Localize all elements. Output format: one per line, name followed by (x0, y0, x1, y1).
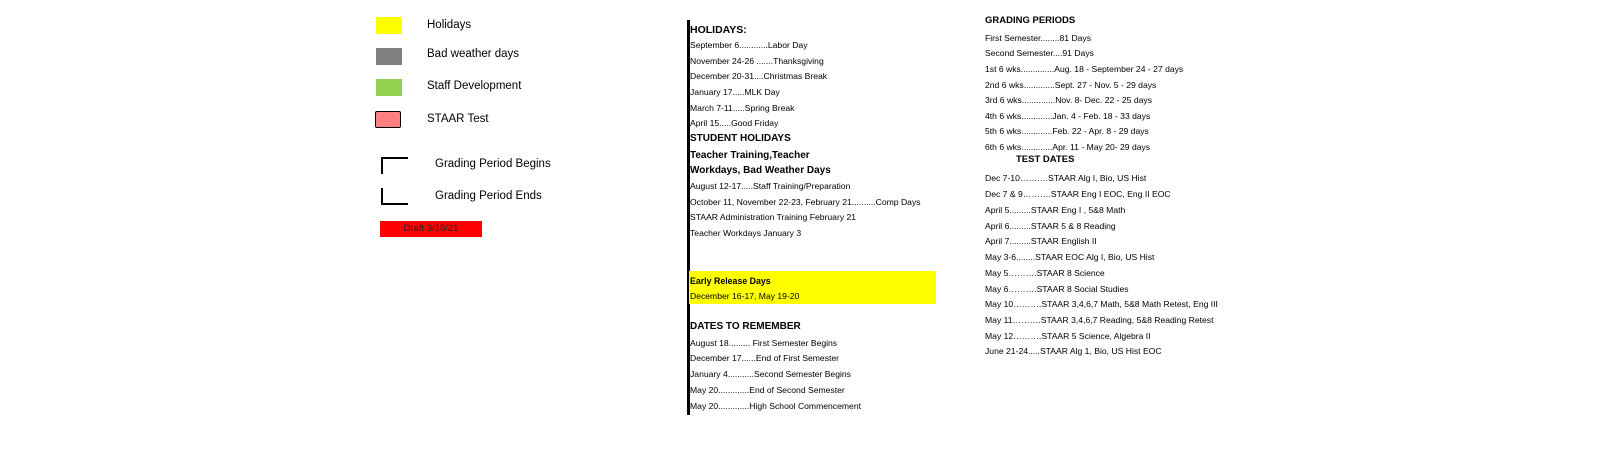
test-line: May 10……….STAAR 3,4,6,7 Math, 5&8 Math Retest, Eng III (985, 299, 1218, 309)
test-line: April 6.........STAAR 5 & 8 Reading (985, 221, 1116, 231)
grading-ends-bracket-icon (381, 188, 408, 205)
test-line: May 3-6........STAAR EOC Alg I, Bio, US Hist (985, 252, 1155, 262)
holiday-line: September 6............Labor Day (690, 40, 808, 50)
teacher-training-title-2: Workdays, Bad Weather Days (690, 165, 831, 176)
date-line: August 18......... First Semester Begins (690, 338, 838, 348)
holiday-line: April 15.....Good Friday (690, 118, 779, 128)
holidays-title: HOLIDAYS: (690, 24, 747, 36)
grading-line: 5th 6 wks.............Feb. 22 - Apr. 8 - 29 days (985, 126, 1149, 136)
holidays-swatch (376, 17, 402, 34)
date-line: May 20.............End of Second Semester (690, 385, 845, 395)
grading-line: 2nd 6 wks.............Sept. 27 - Nov. 5 - 29 days (985, 80, 1157, 90)
bad-weather-legend-label: Bad weather days (427, 48, 520, 60)
dates-to-remember-title: DATES TO REMEMBER (690, 321, 801, 332)
date-line: December 17......End of First Semester (690, 353, 840, 363)
test-line: April 7.........STAAR English II (985, 236, 1097, 246)
grading-begins-bracket-icon (381, 157, 408, 174)
grading-begins-label: Grading Period Begins (435, 158, 551, 170)
early-release-dates: December 16-17, May 19-20 (690, 291, 800, 301)
holiday-line: January 17.....MLK Day (690, 87, 780, 97)
grading-line: 3rd 6 wks..............Nov. 8- Dec. 22 - 25 days (985, 95, 1153, 105)
test-line: May 6……….STAAR 8 Social Studies (985, 284, 1129, 294)
student-holidays-title: STUDENT HOLIDAYS (690, 133, 791, 144)
grading-periods-title: GRADING PERIODS (985, 15, 1076, 26)
test-dates-title: TEST DATES (1016, 154, 1075, 165)
grading-line: First Semester........81 Days (985, 33, 1092, 43)
bad-weather-swatch (376, 48, 402, 65)
early-release-title: Early Release Days (690, 276, 771, 286)
student-holiday-line: October 11, November 22-23, February 21..........Comp Days (690, 197, 921, 207)
staff-development-legend-label: Staff Development (427, 80, 522, 92)
test-line: May 5……….STAAR 8 Science (985, 268, 1105, 278)
grading-line: 1st 6 wks..............Aug. 18 - September 24 - 27 days (985, 64, 1184, 74)
draft-badge: Draft 3/18/21 (380, 221, 482, 237)
test-line: Dec 7 & 9……….STAAR Eng I EOC, Eng II EOC (985, 189, 1171, 199)
test-line: Dec 7-10……….STAAR Alg I, Bio, US Hist (985, 173, 1147, 183)
date-line: May 20.............High School Commencement (690, 401, 861, 411)
test-line: April 5.........STAAR Eng I , 5&8 Math (985, 205, 1126, 215)
date-line: January 4...........Second Semester Begins (690, 369, 851, 379)
holiday-line: March 7-11.....Spring Break (690, 103, 795, 113)
staar-test-legend-label: STAAR Test (427, 113, 489, 125)
student-holiday-line: Teacher Workdays January 3 (690, 228, 802, 238)
student-holiday-line: August 12-17.....Staff Training/Preparation (690, 181, 851, 191)
staar-test-swatch (375, 111, 401, 128)
holiday-line: November 24-26 .......Thanksgiving (690, 56, 824, 66)
test-line: May 12……….STAAR 5 Science, Algebra II (985, 331, 1151, 341)
teacher-training-title: Teacher Training,Teacher (690, 150, 810, 161)
grading-ends-label: Grading Period Ends (435, 190, 542, 202)
student-holiday-line: STAAR Administration Training February 21 (690, 212, 857, 222)
grading-line: 4th 6 wks.............Jan. 4 - Feb. 18 - 33 days (985, 111, 1151, 121)
test-line: May 11……….STAAR 3,4,6,7 Reading, 5&8 Reading Retest (985, 315, 1214, 325)
test-line: June 21-24.....STAAR Alg 1, Bio, US Hist EOC (985, 346, 1162, 356)
grading-line: Second Semester....91 Days (985, 48, 1094, 58)
holidays-legend-label: Holidays (427, 19, 472, 31)
staff-development-swatch (376, 79, 402, 96)
holiday-line: December 20-31....Christmas Break (690, 71, 828, 81)
grading-line: 6th 6 wks.............Apr. 11 - May 20- 29 days (985, 142, 1151, 152)
